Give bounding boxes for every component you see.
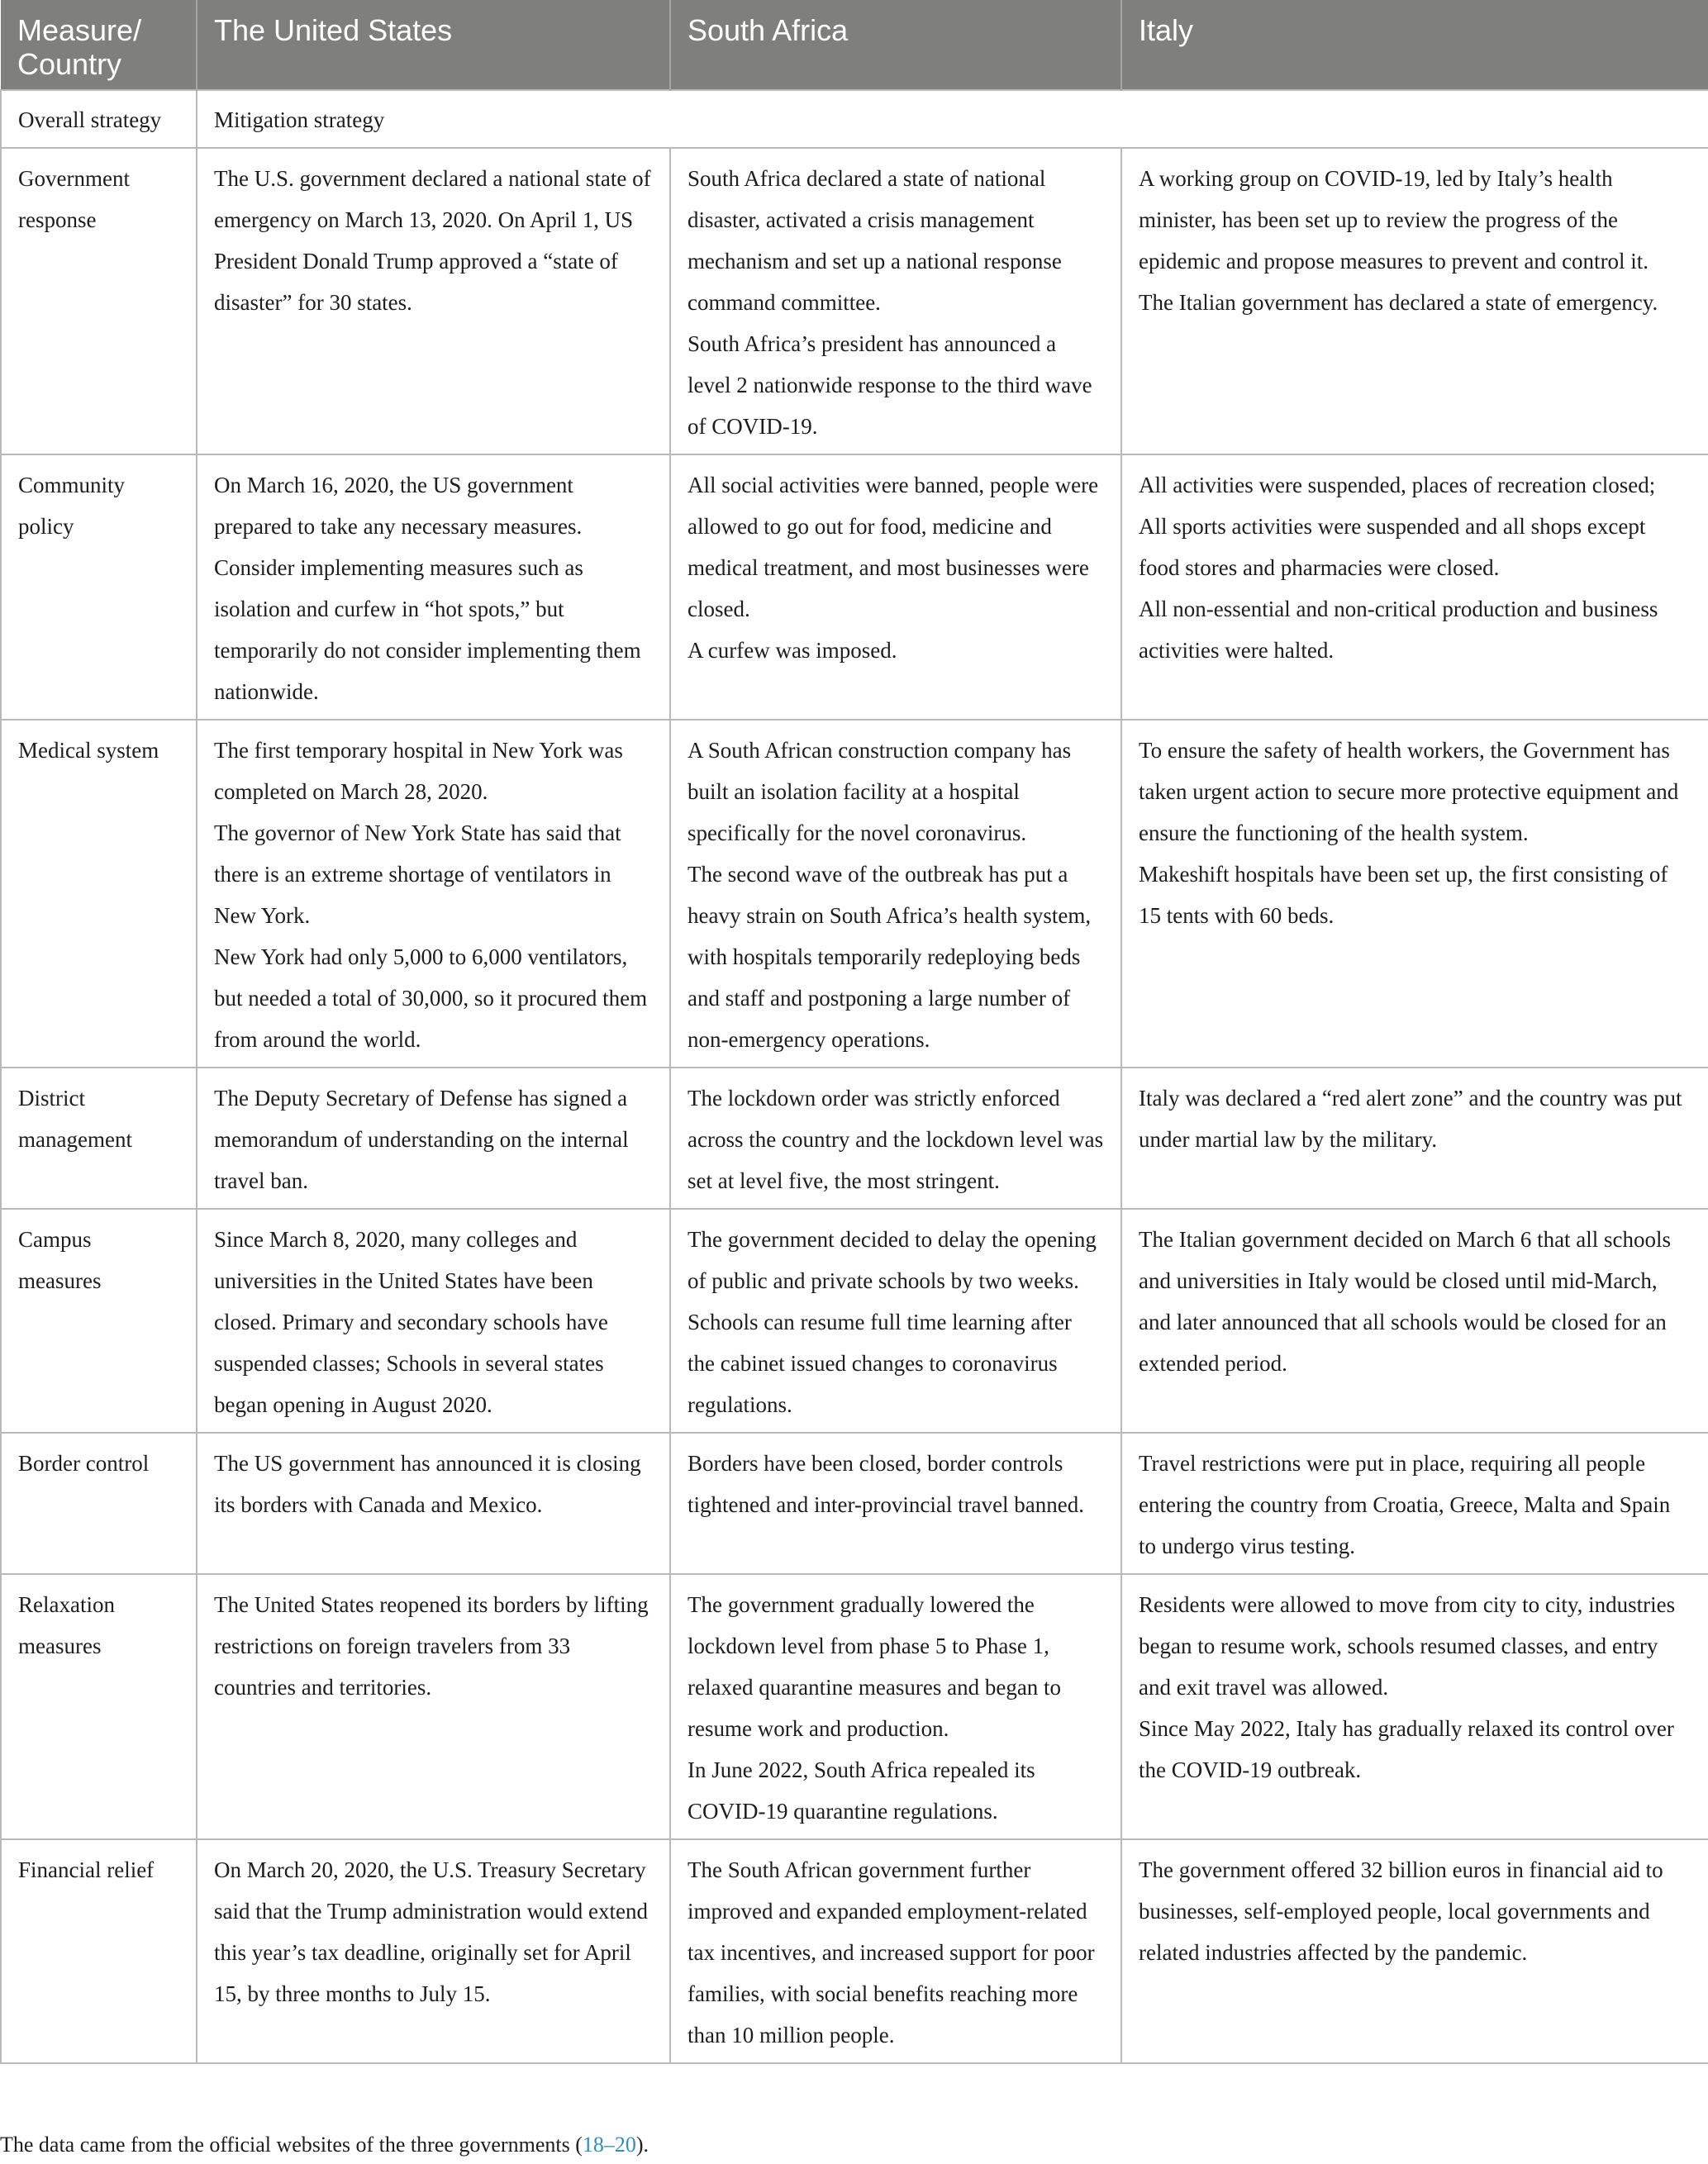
italy-cell [1121, 1839, 1708, 2063]
cell-paragraph: The lockdown order was strictly enforced across the country and the lockdown level was set at level five, the most stringent. [687, 1086, 1104, 1193]
italy-cell [1121, 1068, 1708, 1209]
table-footnote [0, 2128, 649, 2162]
overall-strategy-value: Mitigation strategy [197, 90, 1708, 148]
cell-paragraph: Residents were allowed to move from city to city, industries began to resume work, schools resumed classes, and entry and exit travel was allowed. [1139, 1592, 1676, 1700]
sa-cell [670, 148, 1121, 454]
us-cell [197, 1068, 670, 1209]
italy-cell [1121, 454, 1708, 720]
cell-paragraph: Makeshift hospitals have been set up, the first consisting of 15 tents with 60 beds. [1139, 862, 1668, 928]
italy-cell [1121, 1209, 1708, 1433]
cell-paragraph: To ensure the safety of health workers, the Government has taken urgent action to secure more protective equipment and ensure the functioning of the health system. [1139, 738, 1679, 845]
row-measure-label: Relaxation measures [1, 1574, 197, 1839]
us-cell [197, 148, 670, 454]
sa-cell [670, 720, 1121, 1068]
table-row [1, 454, 1708, 720]
cell-paragraph: South Africa declared a state of national disaster, activated a crisis management mechanism and set up a national response command committee. [687, 166, 1062, 315]
cell-paragraph: South Africa’s president has announced a level 2 nationwide response to the third wave of COVID-19. [687, 331, 1092, 439]
row-measure-label: District management [1, 1068, 197, 1209]
cell-paragraph: All sports activities were suspended and all shops except food stores and pharmacies were closed. [1139, 514, 1646, 580]
us-cell [197, 720, 670, 1068]
footnote-reference-link[interactable]: 18–20 [582, 2133, 636, 2157]
row-measure-label: Campus measures [1, 1209, 197, 1433]
us-cell [197, 1839, 670, 2063]
overall-strategy-label: Overall strategy [1, 90, 197, 148]
us-cell [197, 1574, 670, 1839]
cell-paragraph: The government offered 32 billion euros in financial aid to businesses, self-employed people, local governments and related industries affected by the pandemic. [1139, 1857, 1663, 1965]
italy-cell [1121, 148, 1708, 454]
header-measure-country: Measure/ Country [1, 0, 197, 90]
italy-cell [1121, 1433, 1708, 1574]
cell-paragraph: A South African construction company has built an isolation facility at a hospital specifically for the novel coronavirus. [687, 738, 1072, 845]
sa-cell [670, 1068, 1121, 1209]
table-body [1, 90, 1708, 2063]
table-row [1, 1433, 1708, 1574]
row-measure-label: Border control [1, 1433, 197, 1574]
italy-cell [1121, 1574, 1708, 1839]
header-row [1, 0, 1708, 90]
cell-paragraph: New York had only 5,000 to 6,000 ventilators, but needed a total of 30,000, so it procured them from around the world. [214, 944, 648, 1052]
sa-cell [670, 1839, 1121, 2063]
cell-paragraph: All activities were suspended, places of recreation closed; [1139, 473, 1656, 497]
row-measure-label: Government response [1, 148, 197, 454]
cell-paragraph: In June 2022, South Africa repealed its COVID-19 quarantine regulations. [687, 1757, 1035, 1824]
cell-paragraph: The government gradually lowered the lockdown level from phase 5 to Phase 1, relaxed quarantine measures and began to resume work and production. [687, 1592, 1062, 1741]
cell-paragraph: The Deputy Secretary of Defense has signed a memorandum of understanding on the internal travel ban. [214, 1086, 629, 1193]
table-row [1, 1574, 1708, 1839]
us-cell [197, 454, 670, 720]
cell-paragraph: The first temporary hospital in New York was completed on March 28, 2020. [214, 738, 623, 804]
row-measure-label: Medical system [1, 720, 197, 1068]
cell-paragraph: A curfew was imposed. [687, 638, 897, 663]
cell-paragraph: Borders have been closed, border controls tightened and inter-provincial travel banned. [687, 1451, 1085, 1517]
cell-paragraph: The governor of New York State has said that there is an extreme shortage of ventilators in New York. [214, 820, 621, 928]
cell-paragraph: The government decided to delay the opening of public and private schools by two weeks. [687, 1227, 1097, 1293]
sa-cell [670, 1433, 1121, 1574]
cell-paragraph: Since May 2022, Italy has gradually relaxed its control over the COVID-19 outbreak. [1139, 1716, 1674, 1782]
header-south-africa: South Africa [670, 0, 1121, 90]
cell-paragraph: Consider implementing measures such as isolation and curfew in “hot spots,” but temporarily do not consider implementing them nationwide. [214, 555, 641, 704]
cell-paragraph: On March 16, 2020, the US government prepared to take any necessary measures. [214, 473, 583, 539]
cell-paragraph: A working group on COVID-19, led by Italy’s health minister, has been set up to review the progress of the epidemic and propose measures to prevent and control it. [1139, 166, 1649, 273]
italy-cell [1121, 720, 1708, 1068]
cell-paragraph: The US government has announced it is closing its borders with Canada and Mexico. [214, 1451, 641, 1517]
cell-paragraph: Schools can resume full time learning after the cabinet issued changes to coronavirus regulations. [687, 1310, 1072, 1417]
table-row [1, 720, 1708, 1068]
cell-paragraph: The U.S. government declared a national state of emergency on March 13, 2020. On April 1, US President Donald Trump approved a “state of disaster” for 30 states. [214, 166, 651, 315]
us-cell [197, 1433, 670, 1574]
us-cell [197, 1209, 670, 1433]
overall-strategy-row [1, 90, 1708, 148]
footnote-close: ). [635, 2133, 649, 2157]
cell-paragraph: Travel restrictions were put in place, requiring all people entering the country from Croatia, Greece, Malta and Spain to undergo virus testing. [1139, 1451, 1671, 1558]
table-row [1, 1068, 1708, 1209]
cell-paragraph: The Italian government decided on March 6 that all schools and universities in Italy would be closed until mid-March, and later announced that all schools would be closed for an extended period. [1139, 1227, 1672, 1376]
table-header [1, 0, 1708, 90]
cell-paragraph: All non-essential and non-critical production and business activities were halted. [1139, 597, 1658, 663]
row-measure-label: Financial relief [1, 1839, 197, 2063]
header-united-states: The United States [197, 0, 670, 90]
cell-paragraph: Italy was declared a “red alert zone” and the country was put under martial law by the military. [1139, 1086, 1682, 1152]
footnote-text: The data came from the official websites of the three governments ( [0, 2133, 583, 2157]
cell-paragraph: The Italian government has declared a state of emergency. [1139, 290, 1658, 315]
row-measure-label: Community policy [1, 454, 197, 720]
table-row [1, 1209, 1708, 1433]
cell-paragraph: The South African government further improved and expanded employment-related tax incentives, and increased support for poor families, with social benefits reaching more than 10 million people. [687, 1857, 1095, 2047]
sa-cell [670, 1574, 1121, 1839]
table-row [1, 148, 1708, 454]
cell-paragraph: On March 20, 2020, the U.S. Treasury Secretary said that the Trump administration would extend this year’s tax deadline, originally set for April 15, by three months to July 15. [214, 1857, 648, 2006]
sa-cell [670, 454, 1121, 720]
cell-paragraph: All social activities were banned, people were allowed to go out for food, medicine and medical treatment, and most businesses were closed. [687, 473, 1099, 621]
table-row [1, 1839, 1708, 2063]
sa-cell [670, 1209, 1121, 1433]
cell-paragraph: Since March 8, 2020, many colleges and universities in the United States have been closed. Primary and secondary schools have suspended classes; Schools in several states began opening in August 2020. [214, 1227, 608, 1417]
cell-paragraph: The United States reopened its borders by lifting restrictions on foreign travelers from 33 countries and territories. [214, 1592, 649, 1700]
header-italy: Italy [1121, 0, 1708, 90]
cell-paragraph: The second wave of the outbreak has put a heavy strain on South Africa’s health system, with hospitals temporarily redeploying beds and staff and postponing a large number of non-emergency operations. [687, 862, 1092, 1052]
